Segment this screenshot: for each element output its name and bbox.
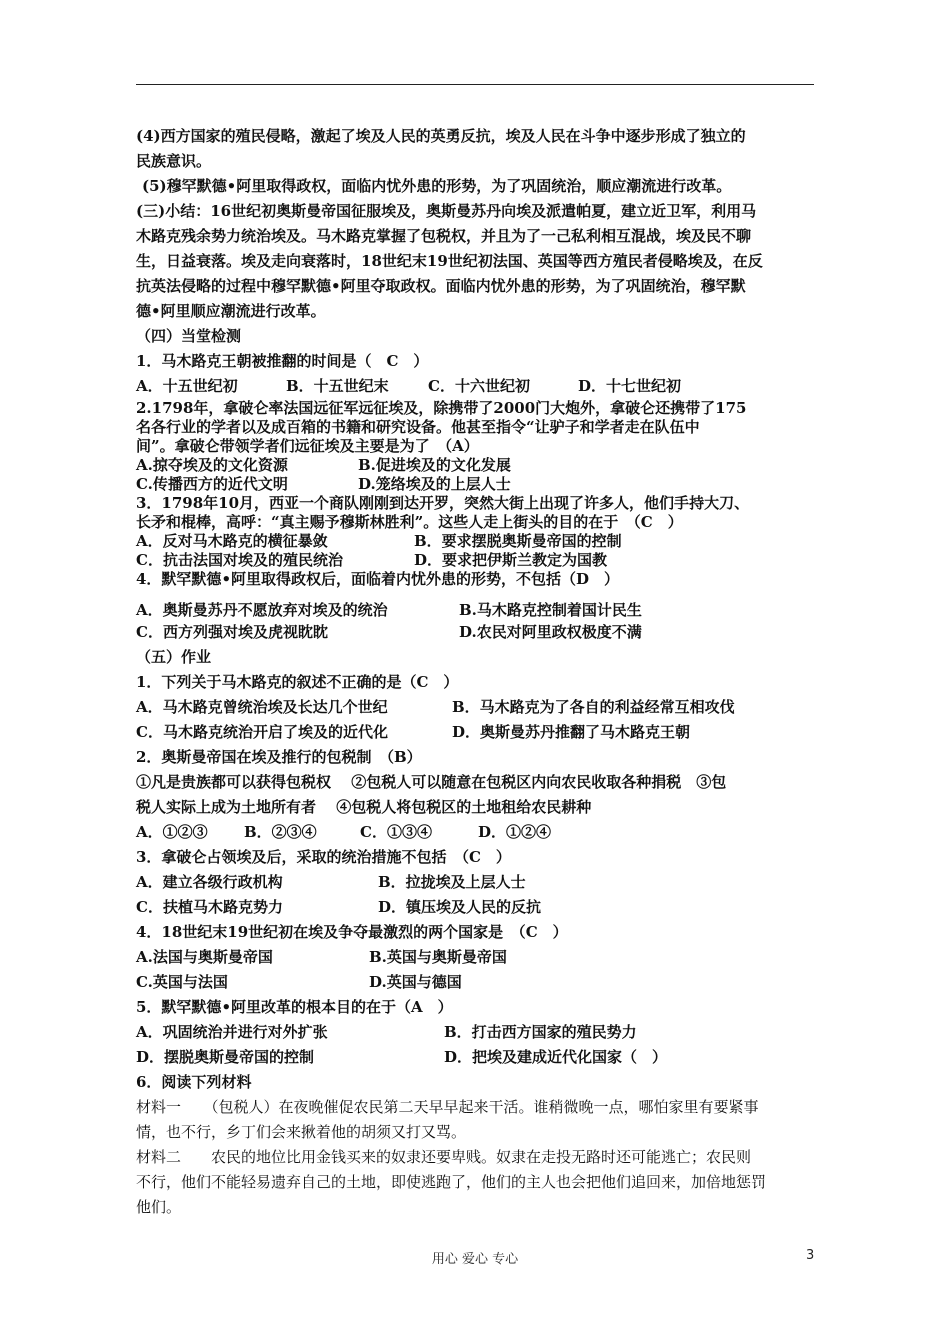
footer-text: 用心 爱心 专心 <box>431 1252 519 1267</box>
option-a: A．反对马木路克的横征暴敛 <box>136 532 328 550</box>
option-b: B.英国与奥斯曼帝国 <box>369 948 507 966</box>
homework-1-options <box>136 695 816 720</box>
question-1-options <box>136 374 816 399</box>
option-d: D．①②④ <box>478 823 552 841</box>
homework-5-options <box>136 1020 816 1045</box>
homework-2-options <box>136 820 816 845</box>
text-line: 民族意识。 <box>136 152 212 170</box>
homework-5-options <box>136 1045 816 1070</box>
option-d: D.农民对阿里政权极度不满 <box>459 623 642 641</box>
option-b: B．十五世纪末 <box>286 377 389 395</box>
homework-4: 4．18世纪末19世纪初在埃及争夺最激烈的两个国家是 （C ） <box>136 923 568 941</box>
summary-line: (三)小结：16世纪初奥斯曼帝国征服埃及，奥斯曼苏丹向埃及派遣帕夏，建立近卫军，利用马 <box>136 202 757 220</box>
option-c: C．马木路克统治开启了埃及的近代化 <box>136 723 388 741</box>
question-3: 3．1798年10月，西亚一个商队刚刚到达开罗，突然大街上出现了许多人，他们手持大刀、 <box>136 494 750 512</box>
option-b: B．拉拢埃及上层人士 <box>378 873 526 891</box>
material-line: 他们。 <box>136 1198 182 1216</box>
question-3-options <box>136 551 816 570</box>
option-a: A.掠夺埃及的文化资源 <box>136 456 288 474</box>
homework-3: 3．拿破仑占领埃及后，采取的统治措施不包括 （C ） <box>136 848 511 866</box>
option-d: D．奥斯曼苏丹推翻了马木路克王朝 <box>452 723 691 741</box>
header-rule <box>136 84 814 85</box>
question-1: 1．马木路克王朝被推翻的时间是（ C ） <box>136 352 429 370</box>
question-2: 2.1798年，拿破仑率法国远征军远征埃及，除携带了2000门大炮外，拿破仑还携带了175 <box>136 399 747 417</box>
summary-line: 德•阿里顺应潮流进行改革。 <box>136 302 326 320</box>
option-d: D．十七世纪初 <box>578 377 682 395</box>
option-d: D．把埃及建成近代化国家（ ） <box>444 1048 668 1066</box>
option-c: D．摆脱奥斯曼帝国的控制 <box>136 1048 315 1066</box>
homework-2: 2．奥斯曼帝国在埃及推行的包税制 （B） <box>136 748 422 766</box>
material-line: 材料一 （包税人）在夜晚催促农民第二天早早起来干活。谁稍微晚一点，哪怕家里有要紧事 <box>136 1098 759 1116</box>
question-4-options <box>136 620 816 645</box>
question-4: 4．默罕默德•阿里取得政权后，面临着内忧外患的形势，不包括（D ） <box>136 570 620 588</box>
option-b: B．打击西方国家的殖民势力 <box>444 1023 637 1041</box>
question-3: 长矛和棍棒，高呼：“真主赐予穆斯林胜利”。这些人走上街头的目的在于 （C ） <box>136 513 683 531</box>
option-d: D.英国与德国 <box>369 973 462 991</box>
summary-line: 抗英法侵略的过程中穆罕默德•阿里夺取政权。面临内忧外患的形势，为了巩固统治，穆罕默 <box>136 277 746 295</box>
option-c: C．西方列强对埃及虎视眈眈 <box>136 623 328 641</box>
option-c: C．扶植马木路克势力 <box>136 898 283 916</box>
homework-6: 6．阅读下列材料 <box>136 1073 252 1091</box>
option-b: B.马木路克控制着国计民生 <box>459 601 642 619</box>
question-2-options <box>136 456 816 475</box>
option-c: C.传播西方的近代文明 <box>136 475 288 493</box>
option-a: A．建立各级行政机构 <box>136 873 283 891</box>
option-a: A．马木路克曾统治埃及长达几个世纪 <box>136 698 388 716</box>
option-c: C．①③④ <box>360 823 432 841</box>
homework-3-options <box>136 895 816 920</box>
text-line: (4)西方国家的殖民侵略，激起了埃及人民的英勇反抗，埃及人民在斗争中逐步形成了独立的 <box>136 127 746 145</box>
homework-4-options <box>136 945 816 970</box>
question-4-options <box>136 601 816 620</box>
option-a: A．十五世纪初 <box>136 377 238 395</box>
homework-1-options <box>136 720 816 745</box>
option-b: B．马木路克为了各自的利益经常互相攻伐 <box>452 698 735 716</box>
option-b: B．要求摆脱奥斯曼帝国的控制 <box>414 532 622 550</box>
question-3-options <box>136 532 816 551</box>
section-heading: （四）当堂检测 <box>136 327 242 345</box>
summary-line: 生，日益衰落。埃及走向衰落时，18世纪末19世纪初法国、英国等西方殖民者侵略埃及，在反 <box>136 252 763 270</box>
question-2-options <box>136 475 816 494</box>
material-line: 不行，他们不能轻易遗弃自己的土地，即使逃跑了，他们的主人也会把他们追回来，加倍地惩罚 <box>136 1173 767 1191</box>
option-a: A．奥斯曼苏丹不愿放弃对埃及的统治 <box>136 601 388 619</box>
homework-4-options <box>136 970 816 995</box>
question-2: 间”。拿破仑带领学者们远征埃及主要是为了 （A） <box>136 437 479 455</box>
option-a: A．巩固统治并进行对外扩张 <box>136 1023 328 1041</box>
page-number: 3 <box>806 1248 815 1263</box>
text-line: (5)穆罕默德•阿里取得政权，面临内忧外患的形势，为了巩固统治，顺应潮流进行改革。 <box>142 177 732 195</box>
section-heading: （五）作业 <box>136 648 212 666</box>
material-line: 情，也不行，乡丁们会来揪着他的胡须又打又骂。 <box>136 1123 467 1141</box>
homework-1: 1．下列关于马木路克的叙述不正确的是（C ） <box>136 673 459 691</box>
option-b: B.促进埃及的文化发展 <box>358 456 511 474</box>
homework-3-options <box>136 870 816 895</box>
summary-line: 木路克残余势力统治埃及。马木路克掌握了包税权，并且为了一己私利相互混战，埃及民不聊 <box>136 227 752 245</box>
homework-5: 5．默罕默德•阿里改革的根本目的在于（A ） <box>136 998 453 1016</box>
homework-2-statements: ①凡是贵族都可以获得包税权 ②包税人可以随意在包税区内向农民收取各种捐税 ③包 <box>136 773 727 791</box>
option-a: A.法国与奥斯曼帝国 <box>136 948 273 966</box>
option-c: C．十六世纪初 <box>428 377 530 395</box>
question-2: 名各行业的学者以及成百箱的书籍和研究设备。他甚至指令“让驴子和学者走在队伍中 <box>136 418 700 436</box>
option-c: C．抗击法国对埃及的殖民统治 <box>136 551 343 569</box>
option-d: D．镇压埃及人民的反抗 <box>378 898 542 916</box>
option-d: D．要求把伊斯兰教定为国教 <box>414 551 608 569</box>
material-line: 材料二 农民的地位比用金钱买来的奴隶还要卑贱。奴隶在走投无路时还可能逃亡；农民则 <box>136 1148 752 1166</box>
option-a: A．①②③ <box>136 823 208 841</box>
option-c: C.英国与法国 <box>136 973 228 991</box>
homework-2-statements: 税人实际上成为土地所有者 ④包税人将包税区的土地租给农民耕种 <box>136 798 592 816</box>
option-d: D.笼络埃及的上层人士 <box>358 475 511 493</box>
option-b: B．②③④ <box>244 823 317 841</box>
page-body <box>136 124 816 1220</box>
